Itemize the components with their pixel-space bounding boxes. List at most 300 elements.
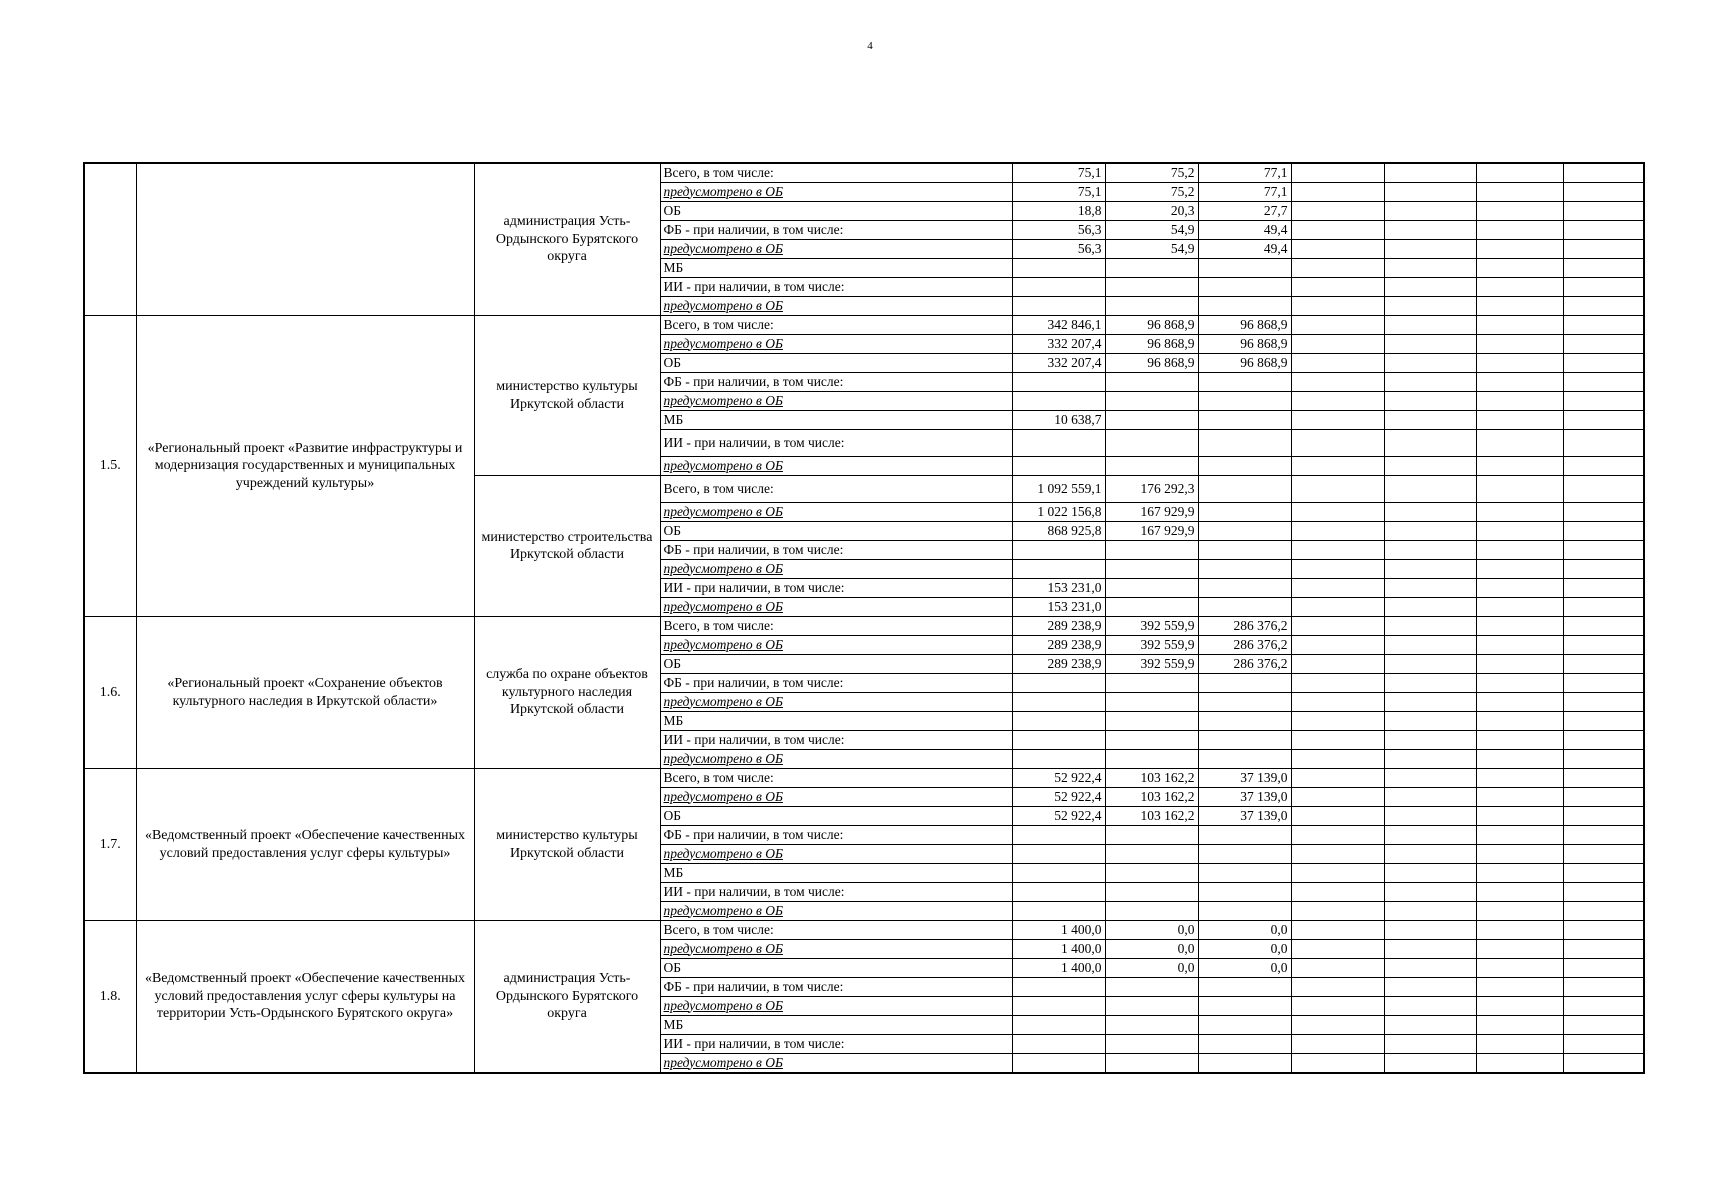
funding-value: 96 868,9 bbox=[1198, 316, 1291, 335]
funding-source-label: ФБ - при наличии, в том числе: bbox=[660, 978, 1012, 997]
empty-cell bbox=[1476, 769, 1563, 788]
table-row bbox=[84, 921, 1644, 940]
empty-cell bbox=[1563, 579, 1644, 598]
empty-cell bbox=[1384, 163, 1476, 183]
funding-source-label: МБ bbox=[660, 259, 1012, 278]
empty-cell bbox=[1476, 297, 1563, 316]
executor-name: служба по охране объектов культурного наследия Иркутской области bbox=[474, 617, 660, 769]
empty-cell bbox=[1291, 476, 1384, 503]
funding-value: 167 929,9 bbox=[1105, 522, 1198, 541]
empty-cell bbox=[1563, 826, 1644, 845]
empty-cell bbox=[1476, 902, 1563, 921]
empty-cell bbox=[1563, 560, 1644, 579]
funding-value bbox=[1198, 712, 1291, 731]
empty-cell bbox=[1476, 712, 1563, 731]
funding-source-label: ФБ - при наличии, в том числе: bbox=[660, 541, 1012, 560]
funding-value bbox=[1105, 712, 1198, 731]
funding-value: 103 162,2 bbox=[1105, 769, 1198, 788]
funding-value bbox=[1012, 674, 1105, 693]
empty-cell bbox=[1476, 959, 1563, 978]
empty-cell bbox=[1476, 940, 1563, 959]
empty-cell bbox=[1291, 278, 1384, 297]
empty-cell bbox=[1563, 807, 1644, 826]
funding-value bbox=[1198, 883, 1291, 902]
funding-value bbox=[1105, 731, 1198, 750]
empty-cell bbox=[1563, 335, 1644, 354]
funding-value bbox=[1198, 457, 1291, 476]
funding-value bbox=[1198, 902, 1291, 921]
funding-value bbox=[1012, 259, 1105, 278]
funding-value bbox=[1198, 997, 1291, 1016]
funding-value bbox=[1198, 476, 1291, 503]
empty-cell bbox=[1563, 457, 1644, 476]
section-name bbox=[136, 163, 474, 316]
funding-value bbox=[1198, 731, 1291, 750]
funding-source-label: предусмотрено в ОБ bbox=[660, 503, 1012, 522]
funding-source-label: предусмотрено в ОБ bbox=[660, 788, 1012, 807]
empty-cell bbox=[1476, 183, 1563, 202]
empty-cell bbox=[1476, 522, 1563, 541]
funding-value bbox=[1105, 845, 1198, 864]
empty-cell bbox=[1384, 864, 1476, 883]
section-name: «Ведомственный проект «Обеспечение качественных условий предоставления услуг сферы культуры на территории Усть-Ордынского Бурятского округа» bbox=[136, 921, 474, 1074]
financing-table bbox=[83, 162, 1645, 1074]
empty-cell bbox=[1291, 940, 1384, 959]
funding-value: 37 139,0 bbox=[1198, 769, 1291, 788]
funding-source-label: ИИ - при наличии, в том числе: bbox=[660, 278, 1012, 297]
funding-value bbox=[1198, 522, 1291, 541]
empty-cell bbox=[1563, 354, 1644, 373]
funding-source-label: ФБ - при наличии, в том числе: bbox=[660, 674, 1012, 693]
funding-value bbox=[1012, 997, 1105, 1016]
empty-cell bbox=[1291, 712, 1384, 731]
empty-cell bbox=[1291, 1016, 1384, 1035]
empty-cell bbox=[1384, 902, 1476, 921]
funding-value bbox=[1105, 1035, 1198, 1054]
empty-cell bbox=[1291, 788, 1384, 807]
funding-value: 103 162,2 bbox=[1105, 788, 1198, 807]
funding-value bbox=[1012, 883, 1105, 902]
empty-cell bbox=[1476, 1054, 1563, 1074]
empty-cell bbox=[1291, 430, 1384, 457]
funding-source-label: ОБ bbox=[660, 807, 1012, 826]
empty-cell bbox=[1291, 617, 1384, 636]
funding-value bbox=[1012, 845, 1105, 864]
funding-source-label: предусмотрено в ОБ bbox=[660, 997, 1012, 1016]
empty-cell bbox=[1563, 845, 1644, 864]
empty-cell bbox=[1291, 373, 1384, 392]
empty-cell bbox=[1291, 1035, 1384, 1054]
funding-source-label: ИИ - при наличии, в том числе: bbox=[660, 430, 1012, 457]
empty-cell bbox=[1476, 674, 1563, 693]
empty-cell bbox=[1476, 1035, 1563, 1054]
empty-cell bbox=[1476, 997, 1563, 1016]
funding-source-label: ИИ - при наличии, в том числе: bbox=[660, 883, 1012, 902]
funding-source-label: Всего, в том числе: bbox=[660, 617, 1012, 636]
funding-value: 20,3 bbox=[1105, 202, 1198, 221]
funding-value bbox=[1105, 1054, 1198, 1074]
funding-value: 96 868,9 bbox=[1105, 316, 1198, 335]
empty-cell bbox=[1563, 202, 1644, 221]
funding-value bbox=[1198, 750, 1291, 769]
funding-source-label: МБ bbox=[660, 712, 1012, 731]
empty-cell bbox=[1384, 183, 1476, 202]
empty-cell bbox=[1563, 373, 1644, 392]
funding-value bbox=[1105, 259, 1198, 278]
funding-value bbox=[1198, 373, 1291, 392]
empty-cell bbox=[1384, 278, 1476, 297]
funding-value bbox=[1198, 411, 1291, 430]
empty-cell bbox=[1291, 392, 1384, 411]
empty-cell bbox=[1476, 693, 1563, 712]
funding-value: 77,1 bbox=[1198, 183, 1291, 202]
empty-cell bbox=[1291, 845, 1384, 864]
funding-value bbox=[1105, 693, 1198, 712]
empty-cell bbox=[1476, 392, 1563, 411]
funding-value bbox=[1105, 864, 1198, 883]
funding-value: 49,4 bbox=[1198, 221, 1291, 240]
empty-cell bbox=[1384, 354, 1476, 373]
empty-cell bbox=[1291, 655, 1384, 674]
empty-cell bbox=[1384, 335, 1476, 354]
funding-value: 1 092 559,1 bbox=[1012, 476, 1105, 503]
empty-cell bbox=[1384, 259, 1476, 278]
empty-cell bbox=[1476, 335, 1563, 354]
funding-value bbox=[1105, 997, 1198, 1016]
empty-cell bbox=[1291, 598, 1384, 617]
funding-source-label: предусмотрено в ОБ bbox=[660, 1054, 1012, 1074]
empty-cell bbox=[1384, 560, 1476, 579]
section-name: «Региональный проект «Сохранение объектов культурного наследия в Иркутской области» bbox=[136, 617, 474, 769]
funding-value: 54,9 bbox=[1105, 240, 1198, 259]
funding-value: 1 022 156,8 bbox=[1012, 503, 1105, 522]
funding-source-label: ФБ - при наличии, в том числе: bbox=[660, 373, 1012, 392]
funding-value bbox=[1198, 693, 1291, 712]
financing-table-wrap bbox=[83, 162, 1643, 1074]
empty-cell bbox=[1476, 560, 1563, 579]
funding-source-label: Всего, в том числе: bbox=[660, 476, 1012, 503]
empty-cell bbox=[1291, 921, 1384, 940]
funding-value bbox=[1198, 541, 1291, 560]
empty-cell bbox=[1291, 807, 1384, 826]
funding-source-label: ИИ - при наличии, в том числе: bbox=[660, 1035, 1012, 1054]
funding-value bbox=[1105, 978, 1198, 997]
empty-cell bbox=[1476, 354, 1563, 373]
empty-cell bbox=[1476, 221, 1563, 240]
empty-cell bbox=[1563, 674, 1644, 693]
funding-value bbox=[1012, 392, 1105, 411]
funding-source-label: ФБ - при наличии, в том числе: bbox=[660, 826, 1012, 845]
funding-value bbox=[1105, 750, 1198, 769]
funding-value: 392 559,9 bbox=[1105, 636, 1198, 655]
funding-value bbox=[1105, 826, 1198, 845]
empty-cell bbox=[1563, 769, 1644, 788]
empty-cell bbox=[1384, 373, 1476, 392]
funding-value: 167 929,9 bbox=[1105, 503, 1198, 522]
funding-source-label: МБ bbox=[660, 411, 1012, 430]
funding-value: 96 868,9 bbox=[1198, 335, 1291, 354]
funding-value bbox=[1198, 1035, 1291, 1054]
empty-cell bbox=[1384, 297, 1476, 316]
executor-name: министерство культуры Иркутской области bbox=[474, 769, 660, 921]
funding-value bbox=[1105, 579, 1198, 598]
empty-cell bbox=[1563, 221, 1644, 240]
empty-cell bbox=[1476, 541, 1563, 560]
empty-cell bbox=[1476, 845, 1563, 864]
empty-cell bbox=[1476, 316, 1563, 335]
empty-cell bbox=[1476, 807, 1563, 826]
empty-cell bbox=[1476, 1016, 1563, 1035]
empty-cell bbox=[1476, 202, 1563, 221]
empty-cell bbox=[1476, 430, 1563, 457]
funding-value bbox=[1012, 297, 1105, 316]
funding-value: 75,1 bbox=[1012, 163, 1105, 183]
funding-value: 37 139,0 bbox=[1198, 788, 1291, 807]
empty-cell bbox=[1291, 883, 1384, 902]
empty-cell bbox=[1563, 997, 1644, 1016]
funding-value bbox=[1105, 1016, 1198, 1035]
empty-cell bbox=[1291, 731, 1384, 750]
empty-cell bbox=[1476, 163, 1563, 183]
empty-cell bbox=[1291, 864, 1384, 883]
empty-cell bbox=[1476, 731, 1563, 750]
empty-cell bbox=[1291, 902, 1384, 921]
empty-cell bbox=[1384, 883, 1476, 902]
empty-cell bbox=[1291, 522, 1384, 541]
funding-value: 96 868,9 bbox=[1105, 335, 1198, 354]
empty-cell bbox=[1563, 297, 1644, 316]
funding-value: 52 922,4 bbox=[1012, 788, 1105, 807]
empty-cell bbox=[1563, 503, 1644, 522]
funding-value bbox=[1012, 693, 1105, 712]
funding-value: 96 868,9 bbox=[1105, 354, 1198, 373]
funding-value: 153 231,0 bbox=[1012, 579, 1105, 598]
funding-source-label: предусмотрено в ОБ bbox=[660, 240, 1012, 259]
funding-source-label: предусмотрено в ОБ bbox=[660, 902, 1012, 921]
empty-cell bbox=[1384, 522, 1476, 541]
empty-cell bbox=[1563, 392, 1644, 411]
empty-cell bbox=[1384, 503, 1476, 522]
executor-name: администрация Усть-Ордынского Бурятского округа bbox=[474, 921, 660, 1074]
funding-source-label: Всего, в том числе: bbox=[660, 921, 1012, 940]
funding-value bbox=[1198, 297, 1291, 316]
funding-value bbox=[1105, 560, 1198, 579]
empty-cell bbox=[1563, 1016, 1644, 1035]
empty-cell bbox=[1384, 457, 1476, 476]
empty-cell bbox=[1563, 921, 1644, 940]
empty-cell bbox=[1291, 316, 1384, 335]
empty-cell bbox=[1563, 430, 1644, 457]
empty-cell bbox=[1563, 864, 1644, 883]
funding-source-label: предусмотрено в ОБ bbox=[660, 457, 1012, 476]
empty-cell bbox=[1476, 864, 1563, 883]
empty-cell bbox=[1384, 731, 1476, 750]
empty-cell bbox=[1291, 335, 1384, 354]
funding-value: 0,0 bbox=[1105, 940, 1198, 959]
empty-cell bbox=[1291, 959, 1384, 978]
funding-value: 10 638,7 bbox=[1012, 411, 1105, 430]
empty-cell bbox=[1476, 411, 1563, 430]
funding-value bbox=[1012, 457, 1105, 476]
funding-source-label: Всего, в том числе: bbox=[660, 163, 1012, 183]
funding-value bbox=[1105, 598, 1198, 617]
empty-cell bbox=[1476, 503, 1563, 522]
funding-source-label: предусмотрено в ОБ bbox=[660, 845, 1012, 864]
empty-cell bbox=[1291, 560, 1384, 579]
empty-cell bbox=[1563, 1054, 1644, 1074]
empty-cell bbox=[1384, 712, 1476, 731]
funding-value bbox=[1198, 259, 1291, 278]
empty-cell bbox=[1563, 636, 1644, 655]
empty-cell bbox=[1384, 807, 1476, 826]
empty-cell bbox=[1476, 457, 1563, 476]
empty-cell bbox=[1384, 541, 1476, 560]
funding-value bbox=[1105, 373, 1198, 392]
funding-value: 289 238,9 bbox=[1012, 655, 1105, 674]
funding-value: 286 376,2 bbox=[1198, 617, 1291, 636]
empty-cell bbox=[1476, 278, 1563, 297]
empty-cell bbox=[1476, 655, 1563, 674]
empty-cell bbox=[1291, 503, 1384, 522]
empty-cell bbox=[1291, 997, 1384, 1016]
section-number: 1.5. bbox=[84, 316, 136, 617]
funding-value: 289 238,9 bbox=[1012, 636, 1105, 655]
funding-value: 52 922,4 bbox=[1012, 769, 1105, 788]
funding-value bbox=[1012, 864, 1105, 883]
funding-value bbox=[1198, 560, 1291, 579]
funding-value: 56,3 bbox=[1012, 221, 1105, 240]
funding-value: 153 231,0 bbox=[1012, 598, 1105, 617]
empty-cell bbox=[1384, 940, 1476, 959]
funding-value bbox=[1012, 731, 1105, 750]
funding-value bbox=[1198, 503, 1291, 522]
funding-source-label: предусмотрено в ОБ bbox=[660, 297, 1012, 316]
funding-source-label: предусмотрено в ОБ bbox=[660, 598, 1012, 617]
empty-cell bbox=[1291, 183, 1384, 202]
funding-source-label: Всего, в том числе: bbox=[660, 316, 1012, 335]
funding-source-label: ИИ - при наличии, в том числе: bbox=[660, 731, 1012, 750]
funding-value bbox=[1105, 430, 1198, 457]
executor-name: министерство строительства Иркутской области bbox=[474, 476, 660, 617]
funding-source-label: ОБ bbox=[660, 959, 1012, 978]
funding-value bbox=[1198, 1016, 1291, 1035]
empty-cell bbox=[1563, 959, 1644, 978]
empty-cell bbox=[1384, 693, 1476, 712]
funding-value bbox=[1105, 411, 1198, 430]
funding-value bbox=[1198, 430, 1291, 457]
empty-cell bbox=[1563, 541, 1644, 560]
funding-source-label: ОБ bbox=[660, 354, 1012, 373]
empty-cell bbox=[1291, 411, 1384, 430]
empty-cell bbox=[1563, 693, 1644, 712]
funding-source-label: ОБ bbox=[660, 202, 1012, 221]
empty-cell bbox=[1563, 522, 1644, 541]
funding-source-label: предусмотрено в ОБ bbox=[660, 940, 1012, 959]
funding-value bbox=[1198, 845, 1291, 864]
funding-value: 342 846,1 bbox=[1012, 316, 1105, 335]
empty-cell bbox=[1384, 674, 1476, 693]
empty-cell bbox=[1563, 240, 1644, 259]
empty-cell bbox=[1291, 750, 1384, 769]
funding-value bbox=[1012, 826, 1105, 845]
funding-value: 77,1 bbox=[1198, 163, 1291, 183]
empty-cell bbox=[1291, 1054, 1384, 1074]
empty-cell bbox=[1291, 579, 1384, 598]
empty-cell bbox=[1384, 316, 1476, 335]
funding-value: 332 207,4 bbox=[1012, 335, 1105, 354]
empty-cell bbox=[1384, 769, 1476, 788]
funding-value bbox=[1012, 373, 1105, 392]
funding-value: 392 559,9 bbox=[1105, 617, 1198, 636]
empty-cell bbox=[1291, 163, 1384, 183]
funding-source-label: предусмотрено в ОБ bbox=[660, 750, 1012, 769]
empty-cell bbox=[1291, 457, 1384, 476]
funding-value bbox=[1012, 541, 1105, 560]
section-number: 1.6. bbox=[84, 617, 136, 769]
empty-cell bbox=[1476, 883, 1563, 902]
empty-cell bbox=[1291, 693, 1384, 712]
section-number: 1.7. bbox=[84, 769, 136, 921]
empty-cell bbox=[1476, 259, 1563, 278]
empty-cell bbox=[1563, 655, 1644, 674]
funding-value: 75,2 bbox=[1105, 163, 1198, 183]
table-row bbox=[84, 163, 1644, 183]
empty-cell bbox=[1563, 259, 1644, 278]
empty-cell bbox=[1563, 712, 1644, 731]
funding-source-label: МБ bbox=[660, 864, 1012, 883]
funding-value: 0,0 bbox=[1198, 959, 1291, 978]
empty-cell bbox=[1384, 636, 1476, 655]
empty-cell bbox=[1476, 978, 1563, 997]
empty-cell bbox=[1563, 411, 1644, 430]
funding-value: 37 139,0 bbox=[1198, 807, 1291, 826]
funding-value: 75,2 bbox=[1105, 183, 1198, 202]
funding-value bbox=[1105, 457, 1198, 476]
funding-value: 0,0 bbox=[1105, 959, 1198, 978]
funding-source-label: ФБ - при наличии, в том числе: bbox=[660, 221, 1012, 240]
section-number: 1.8. bbox=[84, 921, 136, 1074]
funding-value bbox=[1198, 278, 1291, 297]
funding-value: 75,1 bbox=[1012, 183, 1105, 202]
funding-value: 868 925,8 bbox=[1012, 522, 1105, 541]
empty-cell bbox=[1291, 202, 1384, 221]
funding-value bbox=[1198, 978, 1291, 997]
empty-cell bbox=[1384, 579, 1476, 598]
table-row bbox=[84, 316, 1644, 335]
funding-value bbox=[1012, 560, 1105, 579]
funding-source-label: предусмотрено в ОБ bbox=[660, 636, 1012, 655]
funding-value: 27,7 bbox=[1198, 202, 1291, 221]
empty-cell bbox=[1384, 1016, 1476, 1035]
empty-cell bbox=[1563, 902, 1644, 921]
section-name: «Региональный проект «Развитие инфраструктуры и модернизация государственных и муниципальных учреждений культуры» bbox=[136, 316, 474, 617]
funding-value bbox=[1198, 826, 1291, 845]
funding-value bbox=[1105, 297, 1198, 316]
funding-value bbox=[1105, 278, 1198, 297]
empty-cell bbox=[1291, 240, 1384, 259]
empty-cell bbox=[1291, 769, 1384, 788]
funding-value bbox=[1105, 541, 1198, 560]
empty-cell bbox=[1291, 297, 1384, 316]
funding-value bbox=[1012, 978, 1105, 997]
funding-value: 332 207,4 bbox=[1012, 354, 1105, 373]
empty-cell bbox=[1563, 598, 1644, 617]
empty-cell bbox=[1563, 731, 1644, 750]
empty-cell bbox=[1476, 921, 1563, 940]
empty-cell bbox=[1384, 392, 1476, 411]
funding-value: 1 400,0 bbox=[1012, 959, 1105, 978]
funding-value: 49,4 bbox=[1198, 240, 1291, 259]
